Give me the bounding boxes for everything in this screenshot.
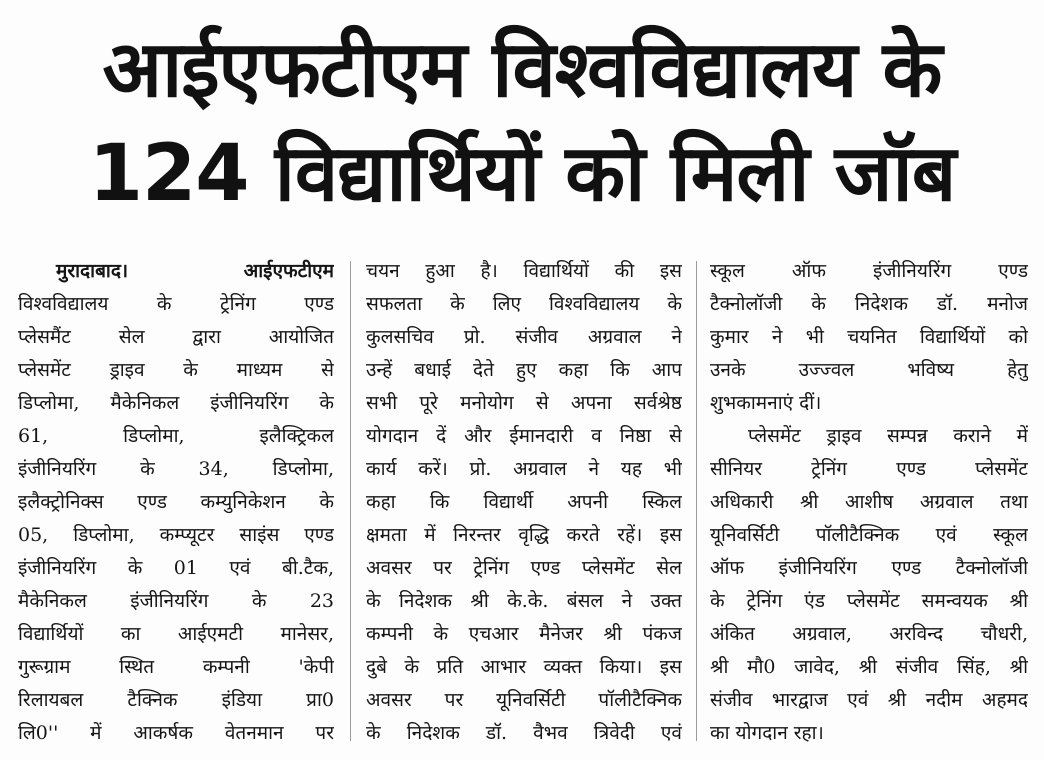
dateline: मुरादाबाद। (56, 260, 129, 282)
article-line: विश्वविद्यालय के ट्रेनिंग एण्ड (18, 293, 334, 315)
article-line: अवसर पर ट्रेनिंग एण्ड प्लेसमेंट सेल (366, 557, 682, 579)
article-line: इंजीनियरिंग के 01 एवं बी.टैक, (18, 557, 334, 579)
column-divider (696, 261, 697, 741)
article-line: कार्य करें। प्रो. अग्रवाल ने यह भी (366, 458, 682, 480)
article-line: श्री मौ0 जावेद, श्री संजीव सिंह, श्री (710, 656, 1028, 678)
article-line (18, 255, 334, 288)
article-line: यूनिवर्सिटी पॉलीटैक्निक एवं स्कूल (710, 524, 1028, 546)
article-line: इलैक्ट्रोनिक्स एण्ड कम्युनिकेशन के (18, 491, 334, 513)
article-line: के निदेशक श्री के.के. बंसल ने उक्त (366, 590, 682, 612)
article-body (18, 255, 1030, 750)
article-line: सफलता के लिए विश्वविद्यालय के (366, 293, 682, 315)
article-line: प्लेसमेंट ड्राइव के माध्यम से (18, 359, 334, 381)
article-line: के ट्रेनिंग एंड प्लेसमेंट समन्वयक श्री (710, 590, 1028, 612)
article-line: 05, डिप्लोमा, कम्प्यूटर साइंस एण्ड (18, 524, 334, 546)
article-column-2 (366, 255, 682, 750)
article-line-text: आईएफटीएम (243, 260, 334, 282)
article-line: उन्हें बधाई देते हुए कहा कि आप (366, 359, 682, 381)
article-line: मैकेनिकल इंजीनियरिंग के 23 (18, 590, 334, 612)
article-line: इंजीनियरिंग के 34, डिप्लोमा, (18, 458, 334, 480)
headline-line-1: आईएफटीएम विश्वविद्यालय के (102, 25, 942, 115)
article-line: प्लेसमैंट सेल द्वारा आयोजित (18, 326, 334, 348)
article-column-1 (18, 255, 334, 750)
article-line: कम्पनी के एचआर मैनेजर श्री पंकज (366, 623, 682, 645)
headline (0, 18, 1044, 226)
article-line: कुलसचिव प्रो. संजीव अग्रवाल ने (366, 326, 682, 348)
article-line: उनके उज्ज्वल भविष्य हेतु (710, 359, 1028, 381)
article-line: क्षमता में निरन्तर वृद्धि करते रहें। इस (366, 524, 682, 546)
article-line: अधिकारी श्री आशीष अग्रवाल तथा (710, 491, 1028, 513)
article-line: टैक्नोलॉजी के निदेशक डॉ. मनोज (710, 293, 1028, 315)
article-column-3 (710, 255, 1028, 750)
article-line: सीनियर ट्रेनिंग एण्ड प्लेसमेंट (710, 458, 1028, 480)
article-line: डिप्लोमा, मैकेनिकल इंजीनियरिंग के (18, 392, 334, 414)
article-line: योगदान दें और ईमानदारी व निष्ठा से (366, 425, 682, 447)
article-line: स्कूल ऑफ इंजीनियरिंग एण्ड (710, 260, 1028, 282)
article-line: रिलायबल टैक्निक इंडिया प्रा0 (18, 689, 334, 711)
article-line: अवसर पर यूनिवर्सिटी पॉलीटैक्निक (366, 689, 682, 711)
article-line: कुमार ने भी चयनित विद्यार्थियों को (710, 326, 1028, 348)
article-line: ऑफ इंजीनियरिंग एण्ड टैक्नोलॉजी (710, 557, 1028, 579)
headline-line-2: 124 विद्यार्थियों को मिली जॉब (88, 129, 956, 219)
article-line: संजीव भारद्वाज एवं श्री नदीम अहमद (710, 689, 1028, 711)
article-line: चयन हुआ है। विद्यार्थियों की इस (366, 260, 682, 282)
article-line: का योगदान रहा। (710, 722, 824, 744)
article-line: दुबे के प्रति आभार व्यक्त किया। इस (366, 656, 682, 678)
article-line: विद्यार्थियों का आईएमटी मानेसर, (18, 623, 334, 645)
article-line: 61, डिप्लोमा, इलैक्ट्रिकल (18, 425, 334, 447)
article-line: प्लेसमेंट ड्राइव सम्पन्न कराने में (748, 425, 1028, 447)
article-line: के निदेशक डॉ. वैभव त्रिवेदी एवं (366, 722, 682, 744)
article-line: सभी पूरे मनोयोग से अपना सर्वश्रेष्ठ (366, 392, 682, 414)
article-line: अंकित अग्रवाल, अरविन्द चौधरी, (710, 623, 1028, 645)
article-line: शुभकामनाएं दीं। (710, 392, 822, 414)
article-line: गुरूग्राम स्थित कम्पनी 'केपी (18, 656, 334, 678)
column-divider (350, 261, 351, 741)
article-line: कहा कि विद्यार्थी अपनी स्किल (366, 491, 682, 513)
article-line: लि0'' में आकर्षक वेतनमान पर (18, 722, 334, 744)
